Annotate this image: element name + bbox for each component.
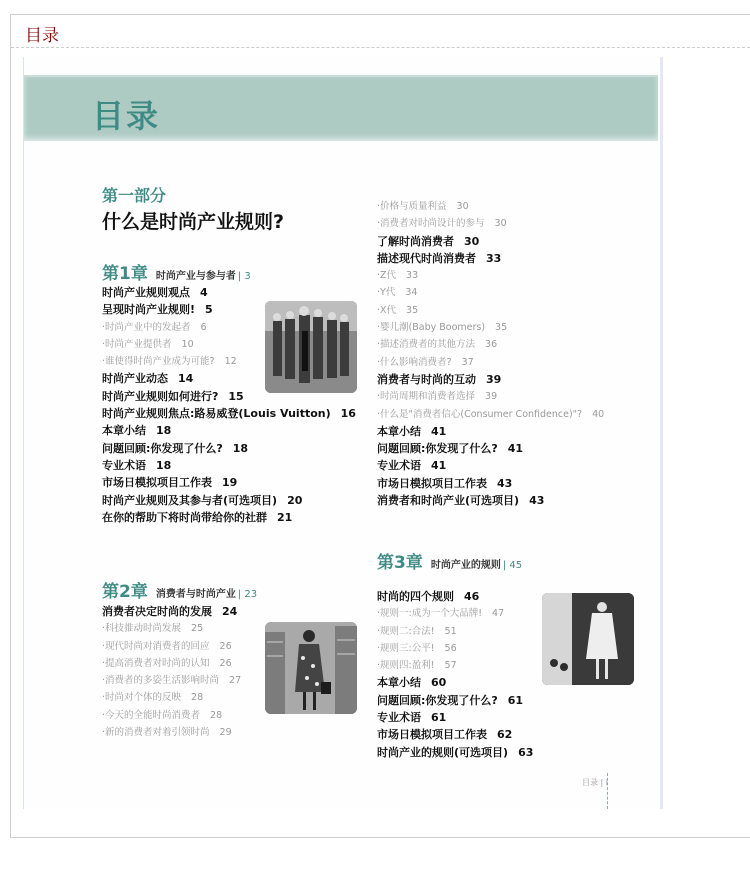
toc-entry bbox=[102, 457, 367, 474]
toc-entry-page: 46 bbox=[464, 590, 480, 603]
toc-entry-page: 12 bbox=[224, 356, 237, 368]
toc-entry-page: 37 bbox=[461, 356, 474, 368]
chapter-2-heading bbox=[102, 577, 257, 602]
toc-entry-title: 时尚产业规则观点 bbox=[102, 286, 190, 299]
toc-entry bbox=[377, 440, 657, 457]
toc-entry bbox=[377, 336, 657, 353]
toc-entry bbox=[377, 475, 657, 492]
toc-entry-page: 19 bbox=[222, 476, 238, 490]
toc-entry-title: 问题回顾:你发现了什么? bbox=[377, 693, 498, 707]
toc-entry-title: ·Y代 bbox=[377, 287, 396, 299]
toc-entry-page: 39 bbox=[485, 391, 498, 403]
toc-entry-page: 15 bbox=[228, 389, 244, 403]
page-folio: 目录 | i bbox=[582, 778, 609, 787]
toc-entry bbox=[377, 233, 657, 250]
toc-entry-title: ·现代时尚对消费者的回应 bbox=[102, 640, 210, 652]
toc-entry bbox=[377, 267, 657, 284]
toc-entry-title: ·消费者对时尚设计的参与 bbox=[377, 218, 485, 230]
toc-entry-title: 市场日模拟项目工作表 bbox=[102, 476, 212, 490]
toc-entry bbox=[377, 457, 657, 474]
toc-entry bbox=[102, 405, 367, 422]
toc-entry bbox=[377, 319, 657, 336]
toc-entry-title: 专业术语 bbox=[377, 711, 421, 725]
toc-entry-title: 描述现代时尚消费者 bbox=[377, 251, 476, 265]
toc-entry-page: 21 bbox=[277, 510, 293, 524]
toc-entry-page: 30 bbox=[494, 218, 507, 230]
toc-entry-page: 34 bbox=[405, 287, 418, 299]
toc-entry-page: 26 bbox=[219, 640, 232, 652]
toc-banner bbox=[24, 75, 658, 141]
toc-entry-page: 10 bbox=[181, 338, 194, 350]
toc-entry bbox=[102, 422, 367, 439]
toc-entry-title: 消费者和时尚产业(可选项目) bbox=[377, 494, 520, 508]
toc-entry bbox=[377, 388, 657, 405]
toc-entry-page: 43 bbox=[497, 476, 513, 490]
toc-entry bbox=[377, 406, 657, 423]
toc-entry-page: 28 bbox=[210, 709, 223, 721]
toc-entry-title: ·描述消费者的其他方法 bbox=[377, 339, 476, 351]
toc-entry-page: 36 bbox=[485, 339, 498, 351]
toc-entry bbox=[377, 215, 657, 232]
toc-entry-page: 33 bbox=[406, 270, 419, 282]
toc-entry bbox=[377, 198, 657, 215]
toc-entry-title: 专业术语 bbox=[102, 458, 146, 472]
toc-entry bbox=[102, 284, 367, 301]
toc-entry-page: 33 bbox=[486, 251, 502, 265]
chapter-number: 第2章 bbox=[102, 582, 148, 602]
toc-entry-title: ·什么是"消费者信心(Consumer Confidence)"? bbox=[377, 408, 583, 420]
toc-entry bbox=[377, 423, 657, 440]
document-title: 目录 bbox=[25, 26, 59, 46]
toc-entry-title: 时尚产业规则及其参与者(可选项目) bbox=[102, 493, 278, 507]
toc-entry-title: 本章小结 bbox=[377, 424, 421, 438]
toc-entry-title: ·消费者的多姿生活影响时尚 bbox=[102, 675, 220, 687]
chapter-name: 时尚产业与参与者 bbox=[155, 271, 236, 282]
toc-entry-page: 43 bbox=[529, 494, 545, 508]
toc-entry-title: 消费者与时尚的互动 bbox=[377, 372, 476, 386]
chapter-page: | 45 bbox=[502, 560, 523, 571]
part-label: 第一部分 bbox=[102, 186, 167, 205]
toc-entry-page: 41 bbox=[431, 459, 447, 473]
chapter-name: 时尚产业的规则 bbox=[430, 560, 501, 571]
toc-entry bbox=[102, 603, 367, 620]
toc-entry-page: 18 bbox=[156, 458, 172, 472]
runway-group-photo bbox=[265, 301, 357, 393]
toc-entry bbox=[377, 709, 642, 726]
toc-entry-page: 62 bbox=[497, 728, 513, 742]
toc-entry-page: 35 bbox=[495, 322, 508, 334]
toc-entry-page: 29 bbox=[219, 727, 232, 739]
toc-entry-title: ·X代 bbox=[377, 304, 397, 316]
toc-entry-page: 63 bbox=[518, 745, 534, 759]
toc-entry-title: 时尚产业的规则(可选项目) bbox=[377, 745, 509, 759]
toc-entry bbox=[102, 440, 367, 457]
toc-entry-page: 4 bbox=[200, 286, 208, 299]
toc-entry-page: 35 bbox=[406, 304, 419, 316]
toc-entry bbox=[377, 726, 642, 743]
chapter-page: | 23 bbox=[237, 589, 258, 600]
toc-entry-page: 61 bbox=[507, 693, 524, 707]
chapter-number: 第1章 bbox=[102, 264, 148, 284]
toc-entry bbox=[377, 250, 657, 267]
toc-page-image bbox=[23, 57, 663, 809]
toc-entry-title: 呈现时尚产业规则! bbox=[102, 303, 196, 317]
part-title: 什么是时尚产业规则? bbox=[102, 211, 285, 233]
toc-entry bbox=[377, 354, 657, 371]
toc-entry-title: 市场日模拟项目工作表 bbox=[377, 728, 487, 742]
toc-entry-title: 时尚的四个规则 bbox=[377, 590, 454, 603]
toc-entry-title: ·谁使得时尚产业成为可能? bbox=[102, 356, 215, 368]
chapter-page: | 3 bbox=[237, 271, 251, 282]
toc-entry-title: 时尚产业动态 bbox=[102, 372, 168, 386]
toc-entry-page: 51 bbox=[444, 625, 457, 637]
document-frame bbox=[10, 14, 750, 838]
toc-entry-title: ·时尚产业提供者 bbox=[102, 338, 172, 350]
toc-entry-page: 14 bbox=[178, 372, 194, 386]
chapter-number: 第3章 bbox=[377, 553, 423, 573]
toc-entry-page: 27 bbox=[229, 675, 242, 687]
title-divider bbox=[11, 47, 750, 48]
toc-entry-title: 本章小结 bbox=[377, 676, 421, 690]
chapter-3-heading bbox=[377, 548, 522, 573]
toc-entry-title: ·规则三:公平! bbox=[377, 642, 435, 654]
toc-entry bbox=[377, 284, 657, 301]
toc-entry bbox=[377, 371, 657, 388]
toc-entry-title: 本章小结 bbox=[102, 424, 146, 438]
toc-entry bbox=[102, 724, 367, 741]
toc-entry-page: 6 bbox=[200, 321, 207, 333]
toc-entry bbox=[102, 509, 367, 526]
toc-entry-title: 问题回顾:你发现了什么? bbox=[377, 442, 498, 456]
runway-show-photo bbox=[542, 593, 634, 685]
toc-entry-title: ·今天的全能时尚消费者 bbox=[102, 709, 201, 721]
toc-entry bbox=[377, 744, 642, 761]
toc-entry-title: ·规则四:盈利! bbox=[377, 660, 435, 672]
banner-title: 目录 bbox=[92, 97, 161, 135]
toc-entry-title: ·规则二:合法! bbox=[377, 625, 435, 637]
chapter-2-continued-list bbox=[377, 198, 657, 509]
toc-entry-page: 18 bbox=[232, 441, 249, 455]
toc-entry bbox=[377, 492, 657, 509]
toc-entry-title: ·新的消费者对着引领时尚 bbox=[102, 727, 210, 739]
toc-entry-title: ·科技推动时尚发展 bbox=[102, 623, 182, 635]
toc-entry-title: 问题回顾:你发现了什么? bbox=[102, 441, 223, 455]
toc-entry-page: 30 bbox=[456, 201, 469, 212]
toc-entry-page: 20 bbox=[287, 493, 303, 507]
toc-entry-page: 57 bbox=[444, 660, 457, 672]
toc-entry bbox=[102, 474, 367, 491]
toc-entry-title: ·时尚周期和消费者选择 bbox=[377, 391, 476, 403]
toc-entry-title: ·规则一:成为一个大品牌! bbox=[377, 608, 483, 620]
toc-entry-title: 时尚产业规则如何进行? bbox=[102, 389, 219, 403]
toc-entry-title: 在你的帮助下将时尚带给你的社群 bbox=[102, 510, 267, 524]
toc-entry-title: ·价格与质量利益 bbox=[377, 201, 447, 212]
toc-entry-page: 16 bbox=[340, 407, 356, 421]
toc-entry-page: 41 bbox=[507, 442, 524, 456]
toc-entry-title: 消费者决定时尚的发展 bbox=[102, 605, 212, 618]
toc-entry-title: 专业术语 bbox=[377, 459, 421, 473]
toc-entry-title: 了解时尚消费者 bbox=[377, 234, 454, 248]
toc-entry-page: 56 bbox=[444, 642, 457, 654]
toc-entry-title: ·婴儿潮(Baby Boomers) bbox=[377, 322, 486, 334]
toc-entry bbox=[102, 492, 367, 509]
toc-entry-title: ·什么影响消费者? bbox=[377, 356, 452, 368]
toc-entry bbox=[377, 692, 642, 709]
toc-entry-page: 41 bbox=[431, 424, 447, 438]
toc-entry-page: 47 bbox=[492, 608, 505, 620]
toc-entry-page: 18 bbox=[156, 424, 172, 438]
toc-entry-page: 26 bbox=[219, 657, 232, 669]
toc-entry-title: ·时尚对个体的反映 bbox=[102, 692, 182, 704]
toc-entry-title: 时尚产业规则焦点:路易威登(Louis Vuitton) bbox=[102, 407, 331, 421]
toc-entry-page: 28 bbox=[191, 692, 204, 704]
chapter-name: 消费者与时尚产业 bbox=[155, 589, 236, 600]
chapter-1-heading bbox=[102, 259, 251, 284]
city-model-photo bbox=[265, 622, 357, 714]
toc-entry-title: 市场日模拟项目工作表 bbox=[377, 476, 487, 490]
toc-entry-title: ·Z代 bbox=[377, 270, 397, 282]
toc-entry-title: ·时尚产业中的发起者 bbox=[102, 321, 191, 333]
toc-entry-page: 61 bbox=[431, 711, 447, 725]
toc-entry-page: 30 bbox=[464, 234, 480, 248]
toc-entry-title: ·提高消费者对时尚的认知 bbox=[102, 657, 210, 669]
toc-entry bbox=[377, 302, 657, 319]
toc-entry-page: 25 bbox=[191, 623, 204, 635]
toc-entry-page: 39 bbox=[486, 372, 502, 386]
toc-entry-page: 5 bbox=[205, 303, 213, 317]
toc-entry-page: 40 bbox=[592, 408, 605, 420]
toc-entry-page: 60 bbox=[431, 676, 447, 690]
toc-entry-page: 24 bbox=[222, 605, 238, 618]
